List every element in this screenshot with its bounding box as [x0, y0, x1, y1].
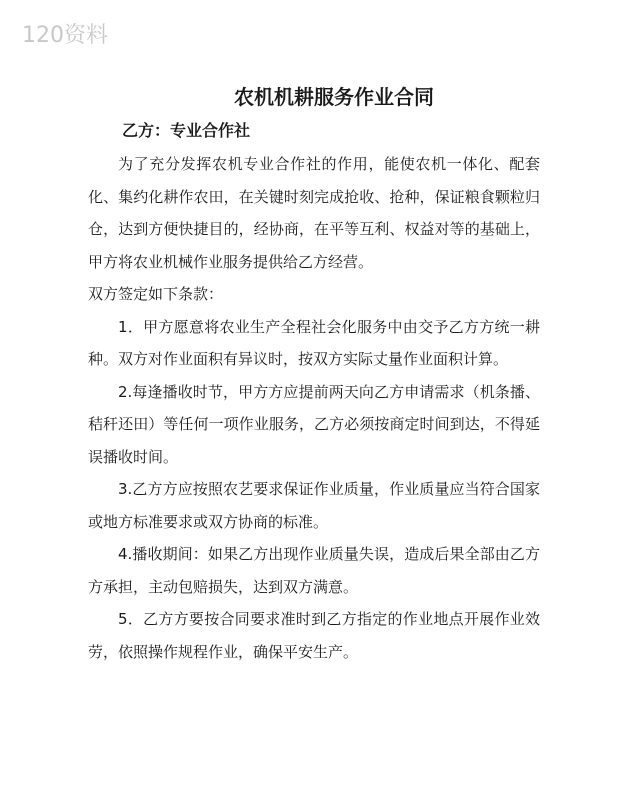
- intro-tail: 双方签定如下条款：: [88, 285, 224, 303]
- clause-5: 5．乙方方要按合同要求准时到乙方指定的作业地点开展作业效劳，依照操作规程作业，确保平安生产。: [88, 610, 540, 661]
- clause-2: 2.每逢播收时节，甲方方应提前两天向乙方申请需求（机条播、秸秆还田）等任何一项作业服务，乙方必须按商定时间到达，不得延误播收时间。: [88, 382, 540, 466]
- intro-paragraph: 为了充分发挥农机专业合作社的作用，能使农机一体化、配套化、集约化耕作农田，在关键时刻完成抢收、抢种，保证粮食颗粒归仓，达到方便快捷目的，经协商，在平等互利、权益对等的基础上，甲方将农业机械作业服务提供给乙方经营。: [88, 155, 540, 271]
- document-page: [88, 70, 540, 668]
- document-title: 农机机耕服务作业合同: [234, 85, 434, 109]
- watermark-logo: 120资料: [22, 23, 108, 48]
- clause-4: 4.播收期间：如果乙方出现作业质量失误，造成后果全部由乙方方承担，主动包赔损失，达到双方满意。: [88, 545, 540, 596]
- clause-1: 1．甲方愿意将农业生产全程社会化服务中由交予乙方方统一耕种。双方对作业面积有异议时，按双方实际丈量作业面积计算。: [88, 317, 540, 368]
- party-b-heading: 乙方：专业合作社: [122, 121, 251, 140]
- clause-3: 3.乙方方应按照农艺要求保证作业质量，作业质量应当符合国家或地方标准要求或双方协商的标准。: [88, 480, 540, 531]
